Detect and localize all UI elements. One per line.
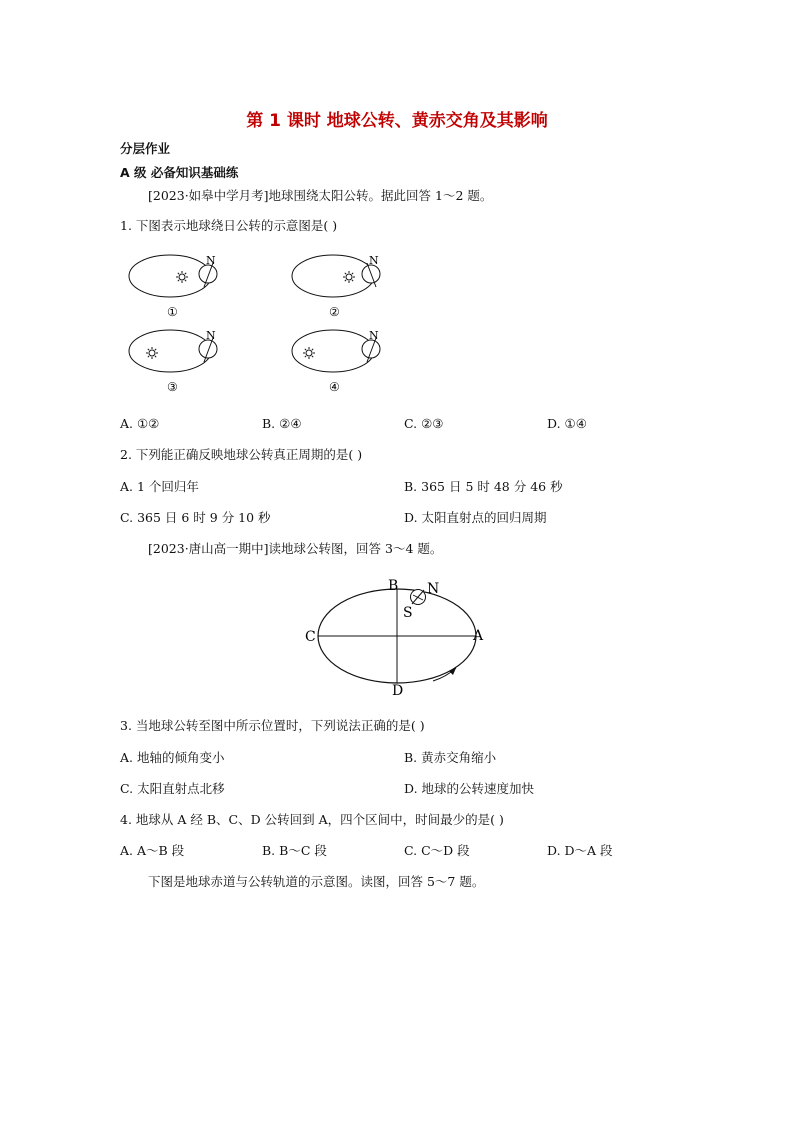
- question-4-stem: 4. 地球从 A 经 B、C、D 公转回到 A，四个区间中，时间最少的是( ): [120, 812, 504, 827]
- label-b: B: [388, 578, 399, 594]
- q3-option-a[interactable]: A. 地轴的倾角变小: [120, 750, 225, 765]
- figure-label-2: ②: [329, 305, 340, 319]
- sun-icon: [176, 271, 188, 283]
- q2-option-d[interactable]: D. 太阳直射点的回归周期: [404, 510, 547, 525]
- q3-option-b[interactable]: B. 黄赤交角缩小: [404, 750, 497, 765]
- q3-option-d[interactable]: D. 地球的公转速度加快: [404, 781, 535, 796]
- label-a: A: [473, 628, 484, 644]
- intro-q1-2: [2023·如皋中学月考]地球围绕太阳公转。据此回答 1～2 题。: [148, 188, 493, 203]
- q2-option-c[interactable]: C. 365 日 6 时 9 分 10 秒: [120, 510, 271, 525]
- question-2-stem: 2. 下列能正确反映地球公转真正周期的是( ): [120, 447, 363, 462]
- q4-option-b[interactable]: B. B～C 段: [262, 843, 327, 858]
- q4-option-c[interactable]: C. C～D 段: [404, 843, 470, 858]
- q1-orbit-figures: [120, 250, 400, 400]
- north-label: N: [369, 254, 379, 267]
- q1-option-b[interactable]: B. ②④: [262, 416, 302, 431]
- figure-label-1: ①: [167, 305, 178, 319]
- level-heading: A 级 必备知识基础练: [120, 165, 239, 180]
- sun-icon: [303, 347, 315, 359]
- page-title: 第 1 课时 地球公转、黄赤交角及其影响: [246, 111, 548, 131]
- intro-q3-4: [2023·唐山高一期中]读地球公转图，回答 3～4 题。: [148, 541, 443, 556]
- q3-option-c[interactable]: C. 太阳直射点北移: [120, 781, 225, 796]
- north-label: N: [206, 329, 216, 342]
- sun-icon: [343, 271, 355, 283]
- figure-2: [292, 254, 380, 319]
- label-s: S: [403, 605, 413, 621]
- figure-label-3: ③: [167, 380, 178, 394]
- section-heading: 分层作业: [120, 141, 171, 156]
- label-n: N: [427, 581, 440, 597]
- intro-q5-7: 下图是地球赤道与公转轨道的示意图。读图，回答 5～7 题。: [148, 874, 485, 889]
- label-c: C: [305, 629, 316, 645]
- q4-option-a[interactable]: A. A～B 段: [120, 843, 185, 858]
- q4-option-d[interactable]: D. D～A 段: [547, 843, 613, 858]
- q1-option-c[interactable]: C. ②③: [404, 416, 444, 431]
- figure-4: [292, 329, 380, 394]
- q2-option-b[interactable]: B. 365 日 5 时 48 分 46 秒: [404, 479, 563, 494]
- q1-option-a[interactable]: A. ①②: [120, 416, 160, 431]
- figure-3: [129, 329, 217, 394]
- sun-icon: [146, 347, 158, 359]
- north-label: N: [369, 329, 379, 342]
- question-1-stem: 1. 下图表示地球绕日公转的示意图是( ): [120, 218, 338, 233]
- earth-orbit-figure: [300, 575, 500, 700]
- question-3-stem: 3. 当地球公转至图中所示位置时，下列说法正确的是( ): [120, 718, 425, 733]
- q2-option-a[interactable]: A. 1 个回归年: [120, 479, 199, 494]
- figure-1: [129, 254, 217, 319]
- q1-option-d[interactable]: D. ①④: [547, 416, 587, 431]
- figure-label-4: ④: [329, 380, 340, 394]
- label-d: D: [392, 683, 404, 699]
- north-label: N: [206, 254, 216, 267]
